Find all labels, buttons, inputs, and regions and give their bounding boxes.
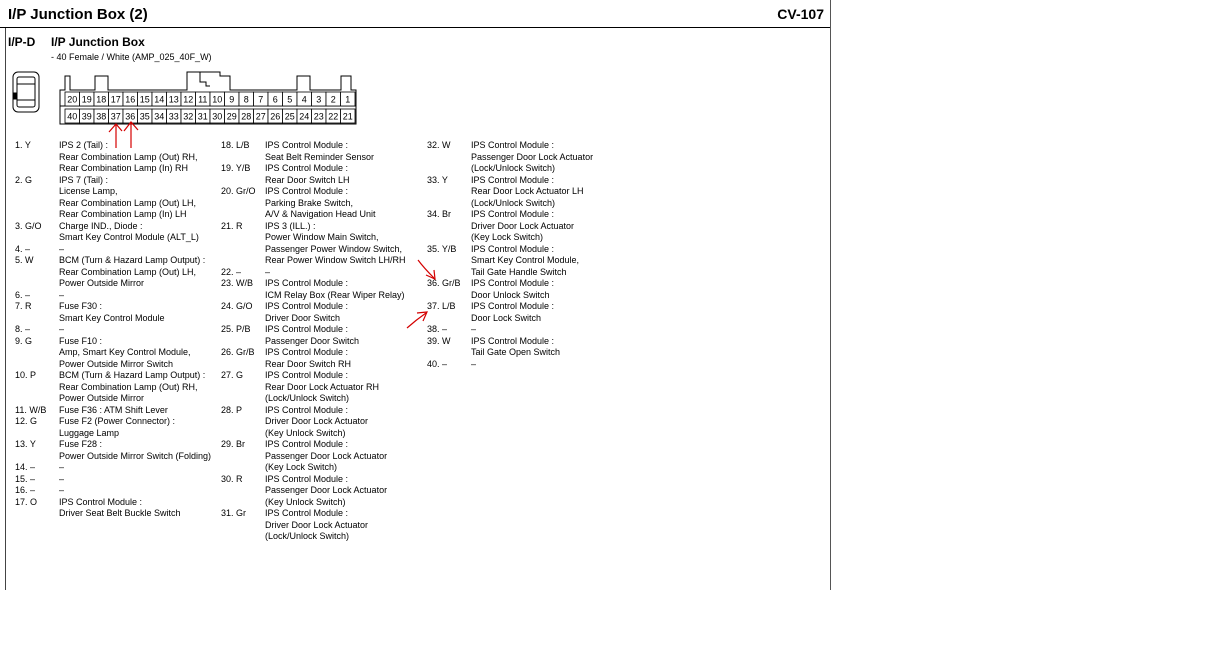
pin-number: 1	[345, 94, 351, 105]
description-line: Fuse F10 :	[59, 335, 103, 346]
pin-number: 7	[258, 94, 264, 105]
description-line: IPS Control Module :	[265, 473, 349, 484]
pin-number: 11	[198, 94, 208, 105]
pin-wire-label: 24. G/O	[221, 301, 253, 311]
pin-wire-label: 37. L/B	[427, 301, 456, 311]
pin-description	[59, 370, 220, 405]
pin-list-column-3	[427, 140, 637, 370]
pin-number: 21	[342, 111, 353, 122]
description-line: IPS Control Module :	[471, 209, 555, 219]
pin-number: 31	[197, 111, 208, 122]
description-line: –	[471, 358, 477, 369]
pin-description	[471, 324, 637, 336]
pin-wire-label: 38. –	[427, 324, 448, 334]
pin-entry	[15, 439, 220, 462]
description-line: Smart Key Control Module,	[471, 255, 580, 265]
pin-wire-label: 10. P	[15, 370, 37, 380]
pin-entry	[15, 244, 220, 256]
page-header	[0, 0, 830, 28]
pin-wire-label: 6. –	[15, 289, 31, 300]
pin-number: 25	[284, 111, 295, 122]
pin-entry	[427, 209, 637, 244]
pin-wire-label: 30. R	[221, 473, 243, 484]
description-line: IPS Control Module :	[265, 140, 349, 150]
description-line: IPS Control Module :	[265, 439, 349, 449]
description-line: Rear Door Lock Actuator RH	[265, 381, 380, 392]
description-line: Luggage Lamp	[59, 427, 120, 438]
description-line: A/V & Navigation Head Unit	[265, 209, 376, 219]
description-line: –	[59, 462, 65, 472]
pin-entry	[221, 370, 426, 405]
description-line: Fuse F36 : ATM Shift Lever	[59, 404, 168, 415]
pin-wire-label: 12. G	[15, 416, 38, 426]
pin-wire-label: 11. W/B	[15, 404, 47, 415]
connector-top-row	[65, 92, 355, 106]
pin-description	[265, 140, 426, 163]
pin-description	[265, 347, 426, 370]
pin-entry	[427, 324, 637, 336]
pin-number: 28	[241, 111, 252, 122]
pin-description	[265, 186, 426, 221]
description-line: IPS Control Module :	[265, 186, 349, 196]
description-line: Passenger Door Lock Actuator	[471, 151, 594, 162]
description-line: Tail Gate Handle Switch	[471, 266, 567, 277]
description-line: BCM (Turn & Hazard Lamp Output) :	[59, 255, 206, 265]
pin-wire-label: 33. Y	[427, 174, 448, 185]
description-line: Rear Door Switch LH	[265, 174, 350, 185]
pin-entry	[221, 405, 426, 440]
description-line: Power Outside Mirror	[59, 278, 145, 288]
description-line: –	[59, 324, 65, 334]
pin-number: 8	[243, 94, 249, 105]
description-line: IPS Control Module :	[265, 347, 349, 357]
pin-description	[471, 301, 637, 324]
pin-number: 32	[183, 111, 194, 122]
description-line: IPS Control Module :	[265, 370, 349, 380]
pin-entry	[221, 140, 426, 163]
pin-entry	[15, 301, 220, 324]
description-line: Seat Belt Reminder Sensor	[265, 151, 375, 162]
pin-wire-label: 19. Y/B	[221, 163, 251, 173]
pin-wire-label: 14. –	[15, 462, 36, 472]
pin-entry	[15, 336, 220, 371]
pin-wire-label: 26. Gr/B	[221, 347, 255, 357]
pin-description	[59, 244, 220, 256]
description-line: IPS Control Module :	[265, 278, 349, 288]
description-line: License Lamp,	[59, 186, 118, 196]
description-line: Passenger Power Window Switch,	[265, 243, 403, 254]
pin-entry	[221, 508, 426, 543]
pin-description	[471, 175, 637, 210]
pin-wire-label: 23. W/B	[221, 278, 254, 288]
pin-entry	[15, 485, 220, 497]
description-line: Driver Door Switch	[265, 312, 341, 323]
pin-description	[265, 221, 426, 267]
pin-wire-label: 36. Gr/B	[427, 278, 461, 288]
pin-description	[265, 439, 426, 474]
pin-list-column-1	[15, 140, 220, 520]
connector-subtitle: - 40 Female / White (AMP_025_40F_W)	[51, 52, 212, 62]
description-line: –	[471, 324, 477, 334]
pin-description	[265, 163, 426, 186]
pin-number: 17	[110, 94, 121, 105]
pin-entry	[221, 267, 426, 279]
pin-entry	[15, 255, 220, 290]
description-line: IPS Control Module :	[471, 174, 555, 185]
pin-number: 16	[125, 94, 136, 105]
description-line: Rear Door Switch RH	[265, 358, 352, 369]
description-line: IPS Control Module :	[471, 278, 555, 288]
connector-bottom-row	[65, 109, 355, 123]
description-line: Smart Key Control Module	[59, 312, 165, 323]
description-line: IPS Control Module :	[265, 163, 349, 173]
description-line: IPS 3 (ILL.) :	[265, 220, 316, 231]
pin-entry	[427, 359, 637, 371]
pin-description	[471, 359, 637, 371]
description-line: Passenger Door Lock Actuator	[265, 450, 388, 461]
pin-number: 23	[313, 111, 324, 122]
pin-wire-label: 28. P	[221, 404, 243, 415]
description-line: Fuse F30 :	[59, 301, 103, 311]
pin-wire-label: 15. –	[15, 473, 36, 484]
pin-entry	[15, 324, 220, 336]
description-line: Smart Key Control Module (ALT_L)	[59, 232, 199, 242]
pin-description	[59, 301, 220, 324]
description-line: IPS Control Module :	[265, 404, 349, 415]
pin-number: 22	[328, 111, 339, 122]
pin-description	[471, 209, 637, 244]
description-line: IPS 2 (Tail) :	[59, 140, 109, 150]
description-line: Power Window Main Switch,	[265, 232, 379, 242]
pin-description	[265, 324, 426, 347]
description-line: IPS Control Module :	[471, 140, 555, 150]
pin-description	[265, 474, 426, 509]
description-line: Tail Gate Open Switch	[471, 347, 561, 357]
pin-number: 13	[168, 94, 179, 105]
pin-description	[59, 290, 220, 302]
pin-entry	[427, 244, 637, 279]
description-line: IPS 7 (Tail) :	[59, 174, 109, 185]
pin-number: 24	[299, 111, 310, 122]
description-line: Power Outside Mirror	[59, 393, 145, 403]
pin-entry	[221, 186, 426, 221]
pin-number: 12	[183, 94, 194, 105]
description-line: (Lock/Unlock Switch)	[265, 531, 350, 541]
description-line: IPS Control Module :	[265, 508, 349, 518]
description-line: (Lock/Unlock Switch)	[471, 197, 556, 208]
pin-number: 20	[67, 94, 78, 105]
pin-wire-label: 35. Y/B	[427, 243, 457, 254]
description-line: –	[59, 243, 65, 254]
pin-description	[59, 462, 220, 474]
pin-description	[59, 324, 220, 336]
pin-entry	[221, 278, 426, 301]
pin-description	[59, 255, 220, 290]
pin-wire-label: 27. G	[221, 370, 244, 380]
pin-entry	[15, 497, 220, 520]
connector-name: I/P Junction Box	[51, 35, 145, 49]
pin-number: 29	[226, 111, 237, 122]
pin-entry	[15, 290, 220, 302]
description-line: IPS Control Module :	[471, 243, 555, 254]
pin-wire-label: 3. G/O	[15, 220, 42, 231]
pin-number: 37	[110, 111, 121, 122]
description-line: IPS Control Module :	[471, 335, 555, 346]
pin-wire-label: 22. –	[221, 266, 242, 277]
pin-description	[59, 439, 220, 462]
pin-wire-label: 8. –	[15, 324, 31, 334]
pin-number: 6	[272, 94, 278, 105]
pin-wire-label: 29. Br	[221, 439, 246, 449]
pin-wire-label: 9. G	[15, 335, 33, 346]
page-code: CV-107	[777, 6, 824, 22]
pin-wire-label: 32. W	[427, 140, 451, 150]
pin-description	[59, 474, 220, 486]
pin-description	[265, 267, 426, 279]
description-line: Fuse F2 (Power Connector) :	[59, 416, 176, 426]
pin-entry	[15, 405, 220, 417]
pin-entry	[15, 175, 220, 221]
pin-entry	[221, 439, 426, 474]
pin-wire-label: 34. Br	[427, 209, 452, 219]
pin-entry	[15, 370, 220, 405]
pin-entry	[427, 301, 637, 324]
description-line: Driver Door Lock Actuator	[471, 220, 575, 231]
pin-entry	[427, 140, 637, 175]
pin-number: 40	[67, 111, 78, 122]
description-line: (Lock/Unlock Switch)	[471, 163, 556, 173]
pin-entry	[221, 347, 426, 370]
pin-number: 38	[96, 111, 107, 122]
pin-wire-label: 17. O	[15, 496, 38, 507]
pin-entry	[221, 221, 426, 267]
pin-number: 30	[212, 111, 223, 122]
pin-entry	[221, 163, 426, 186]
description-line: Passenger Door Lock Actuator	[265, 485, 388, 495]
description-line: IPS Control Module :	[265, 324, 349, 334]
description-line: Power Outside Mirror Switch (Folding)	[59, 450, 212, 461]
pin-entry	[15, 221, 220, 244]
pin-entry	[427, 175, 637, 210]
pin-number: 36	[125, 111, 136, 122]
pin-number: 18	[96, 94, 107, 105]
description-line: (Lock/Unlock Switch)	[265, 393, 350, 403]
pin-number: 33	[168, 111, 179, 122]
pin-number: 19	[81, 94, 92, 105]
pin-wire-label: 39. W	[427, 335, 451, 346]
pin-entry	[221, 324, 426, 347]
description-line: Power Outside Mirror Switch	[59, 358, 174, 369]
pin-number: 10	[212, 94, 223, 105]
pin-wire-label: 2. G	[15, 174, 33, 185]
description-line: Rear Combination Lamp (Out) RH,	[59, 381, 198, 392]
pin-number: 14	[154, 94, 165, 105]
description-line: Fuse F28 :	[59, 439, 103, 449]
pin-number: 5	[287, 94, 293, 105]
pin-description	[471, 244, 637, 279]
page-title: I/P Junction Box (2)	[8, 6, 148, 23]
description-line: –	[59, 289, 65, 300]
pin-description	[59, 416, 220, 439]
pin-wire-label: 18. L/B	[221, 140, 250, 150]
description-line: (Key Lock Switch)	[471, 232, 544, 242]
description-line: IPS Control Module :	[59, 496, 143, 507]
pin-wire-label: 4. –	[15, 243, 31, 254]
pin-description	[59, 405, 220, 417]
description-line: Rear Combination Lamp (Out) LH,	[59, 266, 197, 277]
pin-description	[59, 221, 220, 244]
description-line: Passenger Door Switch	[265, 335, 360, 346]
description-line: (Key Lock Switch)	[265, 462, 338, 472]
pin-wire-label: 7. R	[15, 301, 32, 311]
description-line: Door Unlock Switch	[471, 289, 550, 300]
pin-wire-label: 31. Gr	[221, 508, 247, 518]
description-line: Driver Door Lock Actuator	[265, 416, 369, 426]
pin-entry	[221, 301, 426, 324]
description-line: Rear Combination Lamp (In) RH	[59, 163, 189, 173]
pin-entry	[15, 462, 220, 474]
pin-description	[59, 336, 220, 371]
description-line: Parking Brake Switch,	[265, 197, 354, 208]
description-line: (Key Unlock Switch)	[265, 496, 346, 507]
pin-wire-label: 25. P/B	[221, 324, 251, 334]
pin-description	[265, 508, 426, 543]
pin-description	[59, 497, 220, 520]
pin-wire-label: 16. –	[15, 485, 36, 495]
pin-wire-label: 1. Y	[15, 140, 31, 150]
pin-number: 27	[255, 111, 266, 122]
pin-number: 4	[301, 94, 307, 105]
pin-number: 15	[139, 94, 150, 105]
connector-side-view-icon	[13, 72, 39, 112]
pin-wire-label: 40. –	[427, 358, 448, 369]
pin-wire-label: 5. W	[15, 255, 34, 265]
pin-description	[265, 278, 426, 301]
description-line: Rear Combination Lamp (In) LH	[59, 209, 187, 219]
pin-description	[59, 485, 220, 497]
connector-id: I/P-D	[8, 35, 36, 49]
description-line: Rear Door Lock Actuator LH	[471, 186, 584, 196]
pin-number: 26	[270, 111, 281, 122]
pin-description	[265, 370, 426, 405]
description-line: Driver Seat Belt Buckle Switch	[59, 508, 181, 518]
pin-description	[471, 140, 637, 175]
pin-wire-label: 13. Y	[15, 439, 36, 449]
pin-entry	[15, 140, 220, 175]
description-line: IPS Control Module :	[265, 301, 349, 311]
pin-entry	[15, 416, 220, 439]
pin-wire-label: 21. R	[221, 220, 243, 231]
pin-wire-label: 20. Gr/O	[221, 186, 256, 196]
description-line: Rear Combination Lamp (Out) RH,	[59, 151, 198, 162]
pin-number: 35	[139, 111, 150, 122]
pin-number: 2	[330, 94, 336, 105]
description-line: (Key Unlock Switch)	[265, 427, 346, 438]
pin-entry	[427, 278, 637, 301]
description-line: Driver Door Lock Actuator	[265, 519, 369, 530]
description-line: BCM (Turn & Hazard Lamp Output) :	[59, 370, 206, 380]
pin-list-column-2	[221, 140, 426, 543]
description-line: Rear Combination Lamp (Out) LH,	[59, 197, 197, 208]
pin-entry	[221, 474, 426, 509]
pin-number: 3	[316, 94, 322, 105]
description-line: –	[265, 266, 271, 277]
pin-description	[471, 278, 637, 301]
description-line: Amp, Smart Key Control Module,	[59, 347, 191, 357]
pin-number: 9	[229, 94, 235, 105]
description-line: Door Lock Switch	[471, 312, 542, 323]
pin-number: 34	[154, 111, 165, 122]
description-line: Rear Power Window Switch LH/RH	[265, 255, 406, 265]
pin-entry	[427, 336, 637, 359]
pin-number: 39	[81, 111, 92, 122]
pin-description	[471, 336, 637, 359]
description-line: –	[59, 485, 65, 495]
pin-description	[265, 405, 426, 440]
pin-description	[59, 140, 220, 175]
description-line: –	[59, 473, 65, 484]
pin-description	[265, 301, 426, 324]
pin-description	[59, 175, 220, 221]
description-line: ICM Relay Box (Rear Wiper Relay)	[265, 289, 405, 300]
description-line: IPS Control Module :	[471, 301, 555, 311]
pin-entry	[15, 474, 220, 486]
description-line: Charge IND., Diode :	[59, 220, 143, 231]
